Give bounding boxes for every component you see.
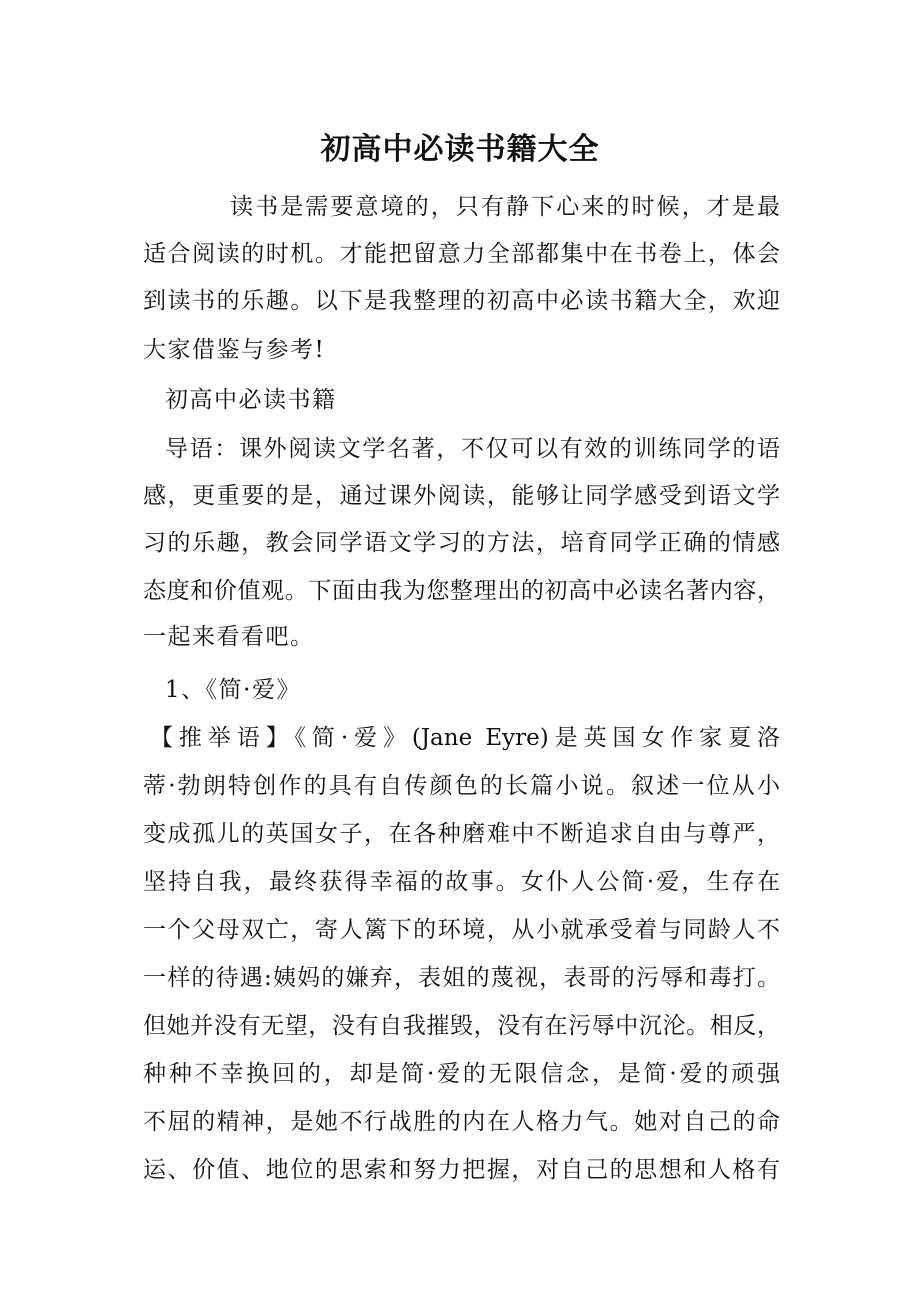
paragraph-line: 感，更重要的是，通过课外阅读，能够让同学感受到语文学 <box>143 483 780 509</box>
paragraph-line: 一样的待遇:姨妈的嫌弃，表姐的蔑视，表哥的污辱和毒打。 <box>143 965 780 991</box>
paragraph-line: 习的乐趣，教会同学语文学习的方法，培育同学正确的情感 <box>143 530 780 556</box>
paragraph-line: 不屈的精神，是她不行战胜的内在人格力气。她对自己的命 <box>143 1109 780 1135</box>
paragraph-line: 大家借鉴与参考! <box>143 337 326 363</box>
paragraph-line: 运、价值、地位的思索和努力把握，对自己的思想和人格有 <box>143 1157 780 1183</box>
paragraph-line: 到读书的乐趣。以下是我整理的初高中必读书籍大全，欢迎 <box>143 288 780 314</box>
paragraph-line: 【推举语】《简·爱》(Jane Eyre)是英国女作家夏洛 <box>150 725 780 751</box>
document-title: 初高中必读书籍大全 <box>320 132 600 167</box>
paragraph-line: 态度和价值观。下面由我为您整理出的初高中必读名著内容， <box>143 578 780 604</box>
paragraph-line: 适合阅读的时机。才能把留意力全部都集中在书卷上，体会 <box>143 241 780 267</box>
book-heading: 1、《简·爱》 <box>165 677 301 703</box>
paragraph-line: 变成孤儿的英国女子，在各种磨难中不断追求自由与尊严， <box>143 821 780 847</box>
paragraph-line: 坚持自我，最终获得幸福的故事。女仆人公简·爱，生存在 <box>143 869 780 895</box>
paragraph-line: 一个父母双亡，寄人篱下的环境，从小就承受着与同龄人不 <box>143 917 780 943</box>
paragraph-line: 读书是需要意境的，只有静下心来的时候，才是最 <box>230 194 780 220</box>
paragraph-line: 但她并没有无望，没有自我摧毁，没有在污辱中沉沦。相反， <box>143 1013 780 1039</box>
paragraph-line: 种种不幸换回的，却是简·爱的无限信念，是简·爱的顽强 <box>143 1061 780 1087</box>
paragraph-line: 一起来看看吧。 <box>143 624 315 650</box>
section-heading: 初高中必读书籍 <box>165 387 337 413</box>
paragraph-line: 导语：课外阅读文学名著，不仅可以有效的训练同学的语 <box>165 436 780 462</box>
paragraph-line: 蒂·勃朗特创作的具有自传颜色的长篇小说。叙述一位从小 <box>143 773 780 799</box>
